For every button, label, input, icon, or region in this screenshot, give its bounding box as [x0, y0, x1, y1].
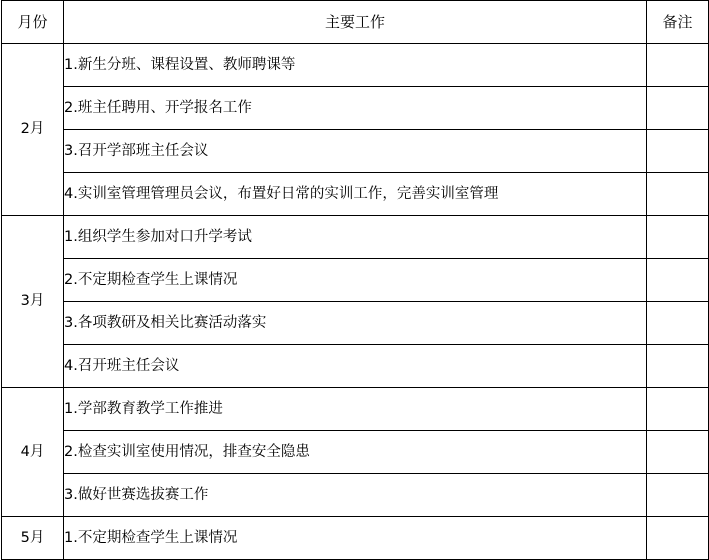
note-cell	[647, 216, 709, 259]
month-cell: 2月	[2, 44, 64, 216]
table-row	[2, 474, 709, 517]
note-cell	[647, 44, 709, 87]
month-cell: 3月	[2, 216, 64, 388]
note-cell	[647, 431, 709, 474]
month-cell: 5月	[2, 517, 64, 560]
table-body	[2, 44, 709, 560]
work-item-cell: 1.不定期检查学生上课情况	[64, 517, 647, 560]
note-cell	[647, 302, 709, 345]
table-row	[2, 345, 709, 388]
work-item-cell: 3.做好世赛选拔赛工作	[64, 474, 647, 517]
note-cell	[647, 87, 709, 130]
table-header	[2, 1, 709, 44]
table-row	[2, 173, 709, 216]
work-plan-table	[1, 0, 709, 560]
note-cell	[647, 474, 709, 517]
table-row	[2, 302, 709, 345]
table-row	[2, 431, 709, 474]
work-item-cell: 4.实训室管理管理员会议，布置好日常的实训工作，完善实训室管理	[64, 173, 647, 216]
table-row	[2, 87, 709, 130]
table-row	[2, 130, 709, 173]
note-cell	[647, 173, 709, 216]
note-cell	[647, 130, 709, 173]
column-header-month: 月份	[2, 1, 64, 44]
work-item-cell: 1.组织学生参加对口升学考试	[64, 216, 647, 259]
work-item-cell: 3.各项教研及相关比赛活动落实	[64, 302, 647, 345]
work-item-cell: 3.召开学部班主任会议	[64, 130, 647, 173]
note-cell	[647, 388, 709, 431]
note-cell	[647, 517, 709, 560]
table-row	[2, 517, 709, 560]
note-cell	[647, 345, 709, 388]
table-row	[2, 44, 709, 87]
column-header-note: 备注	[647, 1, 709, 44]
month-cell: 4月	[2, 388, 64, 517]
table-row	[2, 216, 709, 259]
work-item-cell: 2.检查实训室使用情况，排查安全隐患	[64, 431, 647, 474]
table-row	[2, 388, 709, 431]
work-item-cell: 1.新生分班、课程设置、教师聘课等	[64, 44, 647, 87]
table-header-row	[2, 1, 709, 44]
column-header-work: 主要工作	[64, 1, 647, 44]
note-cell	[647, 259, 709, 302]
table-row	[2, 259, 709, 302]
work-item-cell: 2.不定期检查学生上课情况	[64, 259, 647, 302]
work-item-cell: 2.班主任聘用、开学报名工作	[64, 87, 647, 130]
work-item-cell: 1.学部教育教学工作推进	[64, 388, 647, 431]
work-item-cell: 4.召开班主任会议	[64, 345, 647, 388]
